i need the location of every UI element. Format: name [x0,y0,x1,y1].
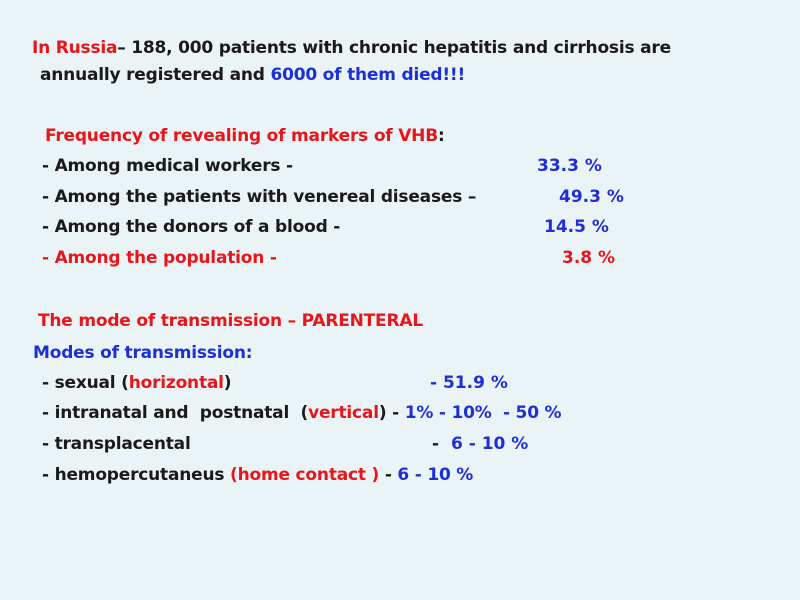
mode-sexual-c: ) [223,373,232,393]
marker-value-medical: 33.3 % [537,156,602,176]
mode-hemopercutaneus [42,464,473,486]
mode-intra-a: - intranatal and postnatal ( [42,403,309,423]
marker-label-venereal: - Among the patients with venereal diseases – [42,187,477,207]
modes-heading: Modes of transmission: [33,343,253,363]
mode-sexual-value-text: - 51.9 % [430,373,508,393]
mode-intra-c: ) - [378,403,405,423]
marker-label-population: - Among the population - [42,248,277,268]
intro-line-2 [40,64,465,86]
markers-colon: : [437,126,445,146]
in-russia-text: In Russia [32,38,118,58]
marker-label-donors: - Among the donors of a blood - [42,217,341,237]
marker-value-venereal: 49.3 % [559,187,624,207]
intro-text-1: – 188, 000 patients with chronic hepatitis and cirrhosis are [117,38,671,58]
died-text: 6000 of them died!!! [270,65,466,85]
markers-heading [45,125,445,147]
mode-sexual-horizontal: horizontal [128,373,224,393]
mode-hemo-home-contact: (home contact ) [230,465,380,485]
intro-line-1 [32,37,671,59]
mode-hemo-a: - hemopercutaneus [42,465,231,485]
transmission-mode: The mode of transmission – PARENTERAL [38,311,423,331]
mode-sexual [42,372,231,394]
mode-transplacental: - transplacental [42,434,191,454]
mode-sexual-value [430,372,508,394]
mode-trans-dash: - [432,434,445,454]
mode-trans-value: 6 - 10 % [450,434,529,454]
marker-value-population: 3.8 % [562,248,616,268]
mode-intranatal [42,402,561,424]
mode-transplacental-value [432,433,528,455]
mode-hemo-value: 6 - 10 % [397,465,474,485]
mode-intra-vertical: vertical [308,403,379,423]
intro-text-2: annually registered and [40,65,271,85]
marker-label-medical: - Among medical workers - [42,156,293,176]
mode-intra-value: 1% - 10% - 50 % [404,403,562,423]
markers-heading-text: Frequency of revealing of markers of VHB [45,126,438,146]
marker-value-donors: 14.5 % [544,217,609,237]
mode-hemo-c: - [379,465,398,485]
mode-sexual-a: - sexual ( [42,373,129,393]
